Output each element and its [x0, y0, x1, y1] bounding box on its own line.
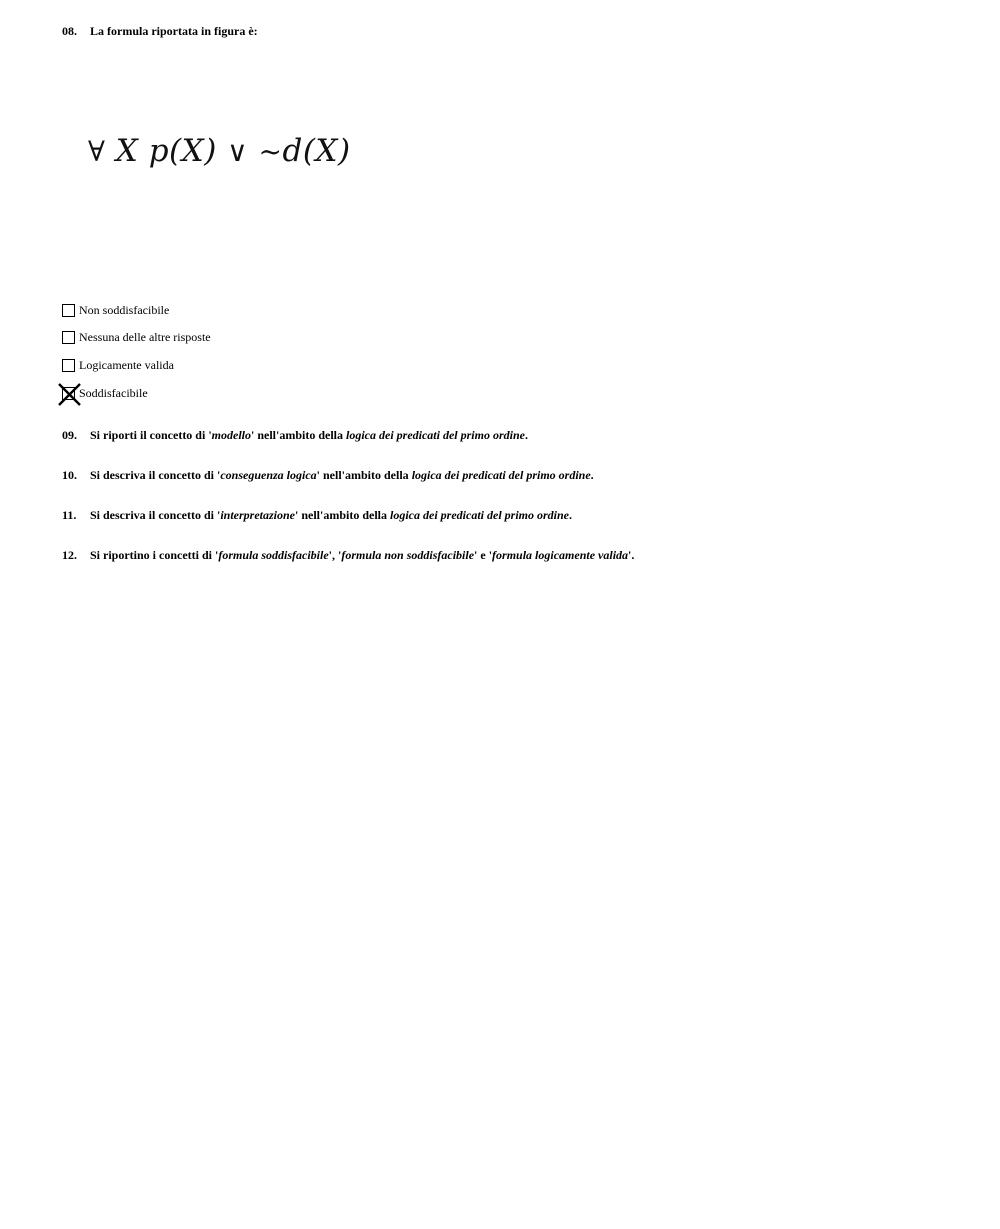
- text-segment: ' nell'ambito della: [295, 508, 391, 522]
- text-segment-italic: logica dei predicati del primo ordine: [411, 468, 591, 482]
- question-text: La formula riportata in figura è:: [90, 24, 258, 38]
- text-segment: .: [569, 508, 572, 522]
- not-symbol: ~: [258, 135, 283, 168]
- option-label: Soddisfacibile: [79, 385, 148, 400]
- text-segment-italic: logica dei predicati del primo ordine: [346, 428, 525, 442]
- question-09: [62, 428, 528, 443]
- checkbox[interactable]: [62, 331, 75, 344]
- option-label: Logicamente valida: [79, 357, 174, 372]
- question-10: [62, 468, 594, 483]
- text-segment: ' nell'ambito della: [316, 468, 412, 482]
- option-label: Nessuna delle altre risposte: [79, 329, 211, 344]
- text-segment: Si riportino i concetti di ': [90, 548, 219, 562]
- text-segment: ', ': [328, 548, 342, 562]
- question-number: 11.: [62, 508, 77, 522]
- cross-mark-icon: [57, 382, 82, 407]
- option-label: Non soddisfacibile: [79, 302, 170, 317]
- option-soddisfacibile[interactable]: [62, 385, 148, 401]
- text-segment-italic: modello: [211, 428, 251, 442]
- question-number: 10.: [62, 468, 77, 482]
- text-segment: .: [524, 428, 528, 442]
- text-segment: .: [590, 468, 594, 482]
- question-number: 12.: [62, 548, 77, 562]
- text-segment-italic: logica dei predicati del primo ordine: [390, 508, 569, 522]
- option-nessuna[interactable]: [62, 329, 211, 345]
- text-segment: Si descriva il concetto di ': [90, 468, 221, 482]
- formula-part-2: d(X): [282, 133, 351, 169]
- formula-figure: [88, 133, 351, 169]
- text-segment: ' e ': [474, 548, 493, 562]
- text-segment-italic: interpretazione: [220, 508, 295, 522]
- text-segment: '.: [628, 548, 635, 562]
- formula-part-1: X p(X): [115, 133, 217, 169]
- text-segment-italic: formula non soddisfacibile: [341, 548, 475, 562]
- checkbox[interactable]: [62, 359, 75, 372]
- or-symbol: ∨: [227, 135, 249, 168]
- question-number: 08.: [62, 24, 77, 38]
- forall-symbol: ∀: [88, 135, 106, 168]
- question-08: [62, 24, 258, 39]
- checkbox-checked[interactable]: [62, 387, 75, 400]
- question-number: 09.: [62, 428, 77, 442]
- option-logicamente-valida[interactable]: [62, 357, 174, 373]
- text-segment: Si descriva il concetto di ': [90, 508, 221, 522]
- text-segment: Si riporti il concetto di ': [90, 428, 212, 442]
- question-12: [62, 548, 634, 563]
- text-segment-italic: formula logicamente valida: [492, 548, 629, 562]
- text-segment-italic: conseguenza logica: [220, 468, 317, 482]
- checkbox[interactable]: [62, 304, 75, 317]
- text-segment: ' nell'ambito della: [250, 428, 346, 442]
- text-segment-italic: formula soddisfacibile: [218, 548, 329, 562]
- question-11: [62, 508, 572, 523]
- option-non-soddisfacibile[interactable]: [62, 302, 169, 318]
